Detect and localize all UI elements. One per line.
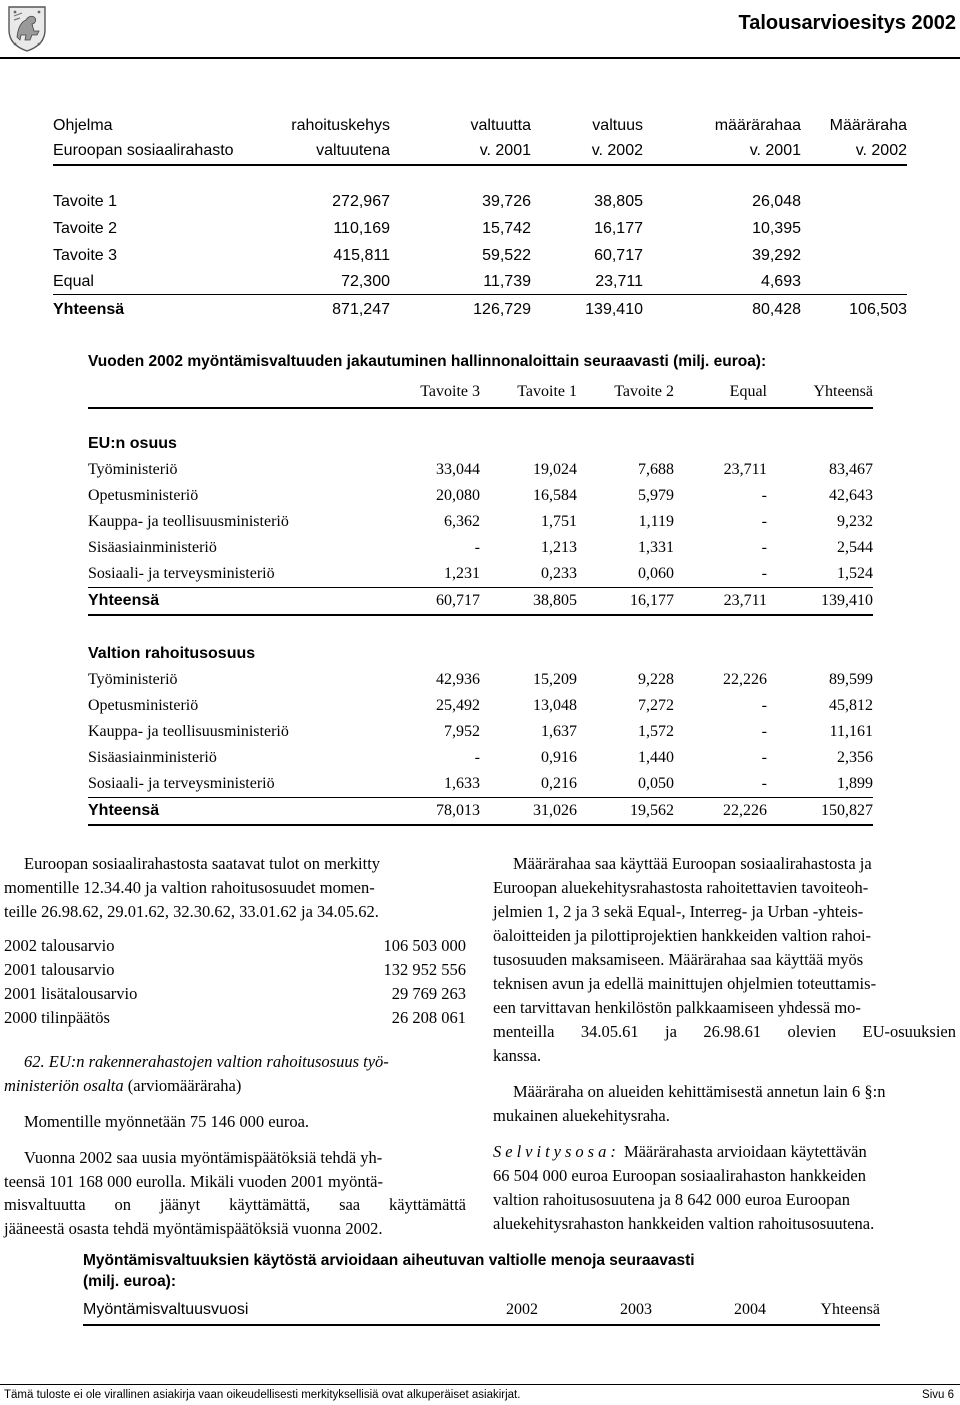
table3-title-cont: (milj. euroa): [83, 1273, 177, 1290]
cell: 19,024 [533, 461, 577, 478]
header-cell: määrärahaa [714, 117, 801, 134]
cell: 42,936 [436, 671, 480, 688]
header-cell: Tavoite 2 [614, 383, 674, 400]
intro-line: teille 26.98.62, 29.01.62, 32.30.62, 33.01.62 ja 34.05.62. [4, 902, 379, 921]
budget-label: 2001 talousarvio [4, 960, 115, 979]
cell: - [761, 775, 767, 792]
cell: 150,827 [821, 802, 873, 819]
crest-logo [6, 4, 48, 52]
cell: Tavoite 3 [53, 247, 118, 264]
p2-line: mukainen aluekehitysraha. [493, 1106, 670, 1125]
table3-title: Myöntämisvaltuuksien käytöstä arvioidaan aiheutuvan valtiolle menoja seuraavasti [83, 1252, 695, 1269]
cell: 1,331 [638, 539, 674, 556]
table-row [0, 484, 960, 508]
cell: 11,161 [829, 723, 873, 740]
cell: - [761, 749, 767, 766]
cell: Sosiaali- ja terveysministeriö [88, 565, 275, 582]
p3-line: aluekehitysrahaston hankkeiden valtion rahoitusosuutena. [493, 1214, 875, 1233]
header-cell: Yhteensä [813, 383, 873, 400]
section1-total-rule [88, 587, 873, 588]
cell: 15,742 [482, 220, 531, 237]
cell: Tavoite 1 [53, 193, 118, 210]
p3-text: Määrärahasta arvioidaan käytettävän [623, 1142, 867, 1161]
header-cell: Ohjelma [53, 117, 113, 134]
cell: - [474, 539, 480, 556]
cell: 1,637 [541, 723, 577, 740]
cell: 1,524 [837, 565, 873, 582]
cell: 42,643 [829, 487, 873, 504]
p3-line: valtion rahoitusosuutena ja 8 642 000 euroa Euroopan [493, 1190, 850, 1209]
table3-header-rule [83, 1324, 880, 1326]
p1-line: kanssa. [493, 1046, 542, 1065]
cell: 45,812 [829, 697, 873, 714]
cell: 9,232 [837, 513, 873, 530]
section-heading: EU:n osuus [88, 435, 177, 452]
cell: 1,440 [638, 749, 674, 766]
header-cell: 2003 [620, 1301, 652, 1318]
p1-line: Määrärahaa saa käyttää Euroopan sosiaalirahastosta ja [513, 854, 872, 873]
table-row [0, 217, 960, 241]
cell: - [761, 697, 767, 714]
cell: 415,811 [333, 247, 390, 264]
header-rule [0, 57, 960, 59]
momentti-text: Momentille myönnetään 75 146 000 euroa. [24, 1112, 310, 1131]
cell: 38,805 [594, 193, 643, 210]
cell: - [761, 723, 767, 740]
cell: 1,231 [444, 565, 480, 582]
cell: - [761, 487, 767, 504]
header-cell: rahoituskehys [291, 117, 390, 134]
header-cell: Tavoite 1 [517, 383, 577, 400]
cell: 1,119 [638, 513, 674, 530]
p1-line: menteilla 34.05.61 ja 26.98.61 olevien EU-osuuksien [493, 1022, 956, 1041]
cell: 139,410 [585, 301, 643, 318]
intro-line: momentille 12.34.40 ja valtion rahoitusosuudet momen- [4, 878, 375, 897]
cell: Yhteensä [53, 301, 125, 318]
cell: - [761, 513, 767, 530]
cell: 1,572 [638, 723, 674, 740]
footer-rule [0, 1384, 960, 1385]
cell: 22,226 [723, 671, 767, 688]
cell: 20,080 [436, 487, 480, 504]
header-cell: Equal [729, 383, 767, 400]
p1-line: öaloitteiden ja pilottiprojektien hankkeiden valtion rahoi- [493, 926, 872, 945]
cell: Tavoite 2 [53, 220, 118, 237]
cell: 39,292 [752, 247, 801, 264]
table-row [0, 668, 960, 692]
cell: 7,272 [638, 697, 674, 714]
cell: 139,410 [821, 592, 873, 609]
cell: 25,492 [436, 697, 480, 714]
header-cell: valtuutta [470, 117, 531, 134]
cell: - [761, 565, 767, 582]
section2-bottom-rule [88, 824, 873, 826]
p3-line: 66 504 000 euroa Euroopan sosiaalirahaston hankkeiden [493, 1166, 866, 1185]
cell: 72,300 [341, 273, 390, 290]
intro-line: Euroopan sosiaalirahastosta saatavat tulot on merkitty [24, 854, 381, 873]
table-total-row [0, 799, 960, 823]
p1-line: teknisen avun ja edellä mainittujen ohjelmien toteuttamis- [493, 974, 877, 993]
cell: - [761, 539, 767, 556]
cell: 9,228 [638, 671, 674, 688]
page-number: Sivu 6 [922, 1389, 954, 1401]
vuonna-line: teensä 101 168 000 eurolla. Mikäli vuoden 2001 myöntä- [4, 1172, 383, 1191]
cell: 7,952 [444, 723, 480, 740]
table-row [0, 510, 960, 534]
cell: 4,693 [760, 273, 801, 290]
cell: 0,050 [638, 775, 674, 792]
table-row [0, 270, 960, 294]
table-row [0, 244, 960, 268]
cell: 16,584 [533, 487, 577, 504]
table-total-row [0, 298, 960, 322]
subsection-title: 62. EU:n rakennerahastojen valtion rahoitusosuus työ- [24, 1052, 389, 1071]
table3-header-row [0, 1298, 960, 1322]
cell: 60,717 [436, 592, 480, 609]
cell: 110,169 [333, 220, 390, 237]
table1-header-rule [53, 164, 907, 166]
section1-bottom-rule [88, 614, 873, 616]
cell: 80,428 [752, 301, 801, 318]
table-total-row [0, 589, 960, 613]
header-cell: valtuutena [316, 142, 390, 159]
budget-amount: 26 208 061 [391, 1008, 466, 1027]
table-row [0, 562, 960, 586]
cell: 60,717 [594, 247, 643, 264]
cell: Sisäasiainministeriö [88, 539, 217, 556]
cell: 2,356 [837, 749, 873, 766]
cell: 126,729 [473, 301, 531, 318]
cell: Equal [53, 273, 94, 290]
cell: 1,899 [837, 775, 873, 792]
vuonna-line: Vuonna 2002 saa uusia myöntämispäätöksiä tehdä yh- [24, 1148, 383, 1167]
table-row [0, 536, 960, 560]
header-cell: Myöntämisvaltuusvuosi [83, 1301, 249, 1318]
section2-total-rule [88, 797, 873, 798]
cell: 31,026 [533, 802, 577, 819]
header-cell: Määräraha [829, 117, 907, 134]
table2-header-rule [88, 407, 873, 409]
cell: 22,226 [723, 802, 767, 819]
cell: 1,213 [541, 539, 577, 556]
header-cell: v. 2001 [479, 142, 531, 159]
table-row [0, 694, 960, 718]
cell: 5,979 [638, 487, 674, 504]
vuonna-line: misvaltuutta on jäänyt käyttämättä, saa käyttämättä [4, 1195, 466, 1214]
table1-total-rule [53, 294, 907, 295]
cell: 89,599 [829, 671, 873, 688]
document-title: Talousarvioesitys 2002 [738, 12, 956, 34]
cell: 0,233 [541, 565, 577, 582]
cell: 78,013 [436, 802, 480, 819]
p3-line-1 [493, 1140, 867, 1164]
table2-header-row [0, 380, 960, 404]
cell: Sisäasiainministeriö [88, 749, 217, 766]
cell: 106,503 [849, 301, 907, 318]
cell: 272,967 [332, 193, 390, 210]
cell: Työministeriö [88, 671, 178, 688]
table-row [0, 746, 960, 770]
cell: Kauppa- ja teollisuusministeriö [88, 723, 289, 740]
cell: 23,711 [723, 592, 767, 609]
cell: 1,633 [444, 775, 480, 792]
cell: 0,916 [541, 749, 577, 766]
cell: 16,177 [630, 592, 674, 609]
cell: 33,044 [436, 461, 480, 478]
table-row [0, 720, 960, 744]
vuonna-line: jääneestä osasta tehdä myöntämispäätöksiä vuonna 2002. [4, 1219, 383, 1238]
cell: 0,216 [541, 775, 577, 792]
cell: 38,805 [533, 592, 577, 609]
subsection-title-cont: ministeriön osalta [4, 1076, 124, 1095]
header-cell: 2002 [506, 1301, 538, 1318]
subsection-type: (arviomääräraha) [127, 1076, 242, 1095]
budget-amount: 132 952 556 [383, 960, 466, 979]
cell: 0,060 [638, 565, 674, 582]
selvitysosa-label: Selvitysosa: [493, 1142, 620, 1161]
cell: 16,177 [594, 220, 643, 237]
header-cell: v. 2002 [855, 142, 907, 159]
cell: 83,467 [829, 461, 873, 478]
cell: 13,048 [533, 697, 577, 714]
p2-line: Määräraha on alueiden kehittämisestä annetun lain 6 §:n [513, 1082, 886, 1101]
cell: 26,048 [752, 193, 801, 210]
cell: 2,544 [837, 539, 873, 556]
cell: Opetusministeriö [88, 487, 199, 504]
cell: 23,711 [595, 273, 643, 290]
section-heading: Valtion rahoitusosuus [88, 645, 256, 662]
cell: 6,362 [444, 513, 480, 530]
p1-line: Euroopan aluekehitysrahastosta rahoitettavien tavoiteoh- [493, 878, 869, 897]
cell: 871,247 [332, 301, 390, 318]
header-cell: Yhteensä [820, 1301, 880, 1318]
cell: Työministeriö [88, 461, 178, 478]
cell: Sosiaali- ja terveysministeriö [88, 775, 275, 792]
cell: Kauppa- ja teollisuusministeriö [88, 513, 289, 530]
budget-label: 2002 talousarvio [4, 936, 115, 955]
table1-header-row-1 [0, 114, 960, 138]
budget-amount: 106 503 000 [383, 936, 466, 955]
table1-header-row-2 [0, 139, 960, 163]
table-row [0, 458, 960, 482]
cell: Opetusministeriö [88, 697, 199, 714]
cell: - [474, 749, 480, 766]
cell: 15,209 [533, 671, 577, 688]
table2-title: Vuoden 2002 myöntämisvaltuuden jakautuminen hallinnonaloittain seuraavasti (milj. euroa): [88, 353, 767, 370]
header-cell: 2004 [734, 1301, 766, 1318]
header-cell: valtuus [592, 117, 643, 134]
cell: Yhteensä [88, 802, 160, 819]
subsection-title-line2 [4, 1074, 241, 1098]
cell: 7,688 [638, 461, 674, 478]
footer-disclaimer: Tämä tuloste ei ole virallinen asiakirja vaan oikeudellisesti merkityksellisiä ovat alkuperäiset asiakirjat. [4, 1389, 521, 1401]
lion-crest-icon [6, 4, 48, 52]
budget-label: 2000 tilinpäätös [4, 1008, 110, 1027]
header-cell: v. 2002 [591, 142, 643, 159]
p1-line: tusosuuden maksamiseen. Määrärahaa saa käyttää myös [493, 950, 864, 969]
cell: 39,726 [482, 193, 531, 210]
header-cell: Euroopan sosiaalirahasto [53, 142, 234, 159]
budget-label: 2001 lisätalousarvio [4, 984, 138, 1003]
cell: 1,751 [541, 513, 577, 530]
header-cell: Tavoite 3 [420, 383, 480, 400]
cell: 23,711 [723, 461, 767, 478]
cell: 10,395 [752, 220, 801, 237]
cell: 59,522 [482, 247, 531, 264]
budget-amount: 29 769 263 [391, 984, 466, 1003]
cell: 19,562 [630, 802, 674, 819]
header-cell: v. 2001 [749, 142, 801, 159]
table-row [0, 772, 960, 796]
p1-line: een tarvittavan henkilöstön palkkaamiseen yhdessä mo- [493, 998, 861, 1017]
cell: 11,739 [483, 273, 531, 290]
p1-line: jelmien 1, 2 ja 3 sekä Equal-, Interreg- ja Urban -yhteis- [493, 902, 864, 921]
table-row [0, 190, 960, 214]
cell: Yhteensä [88, 592, 160, 609]
